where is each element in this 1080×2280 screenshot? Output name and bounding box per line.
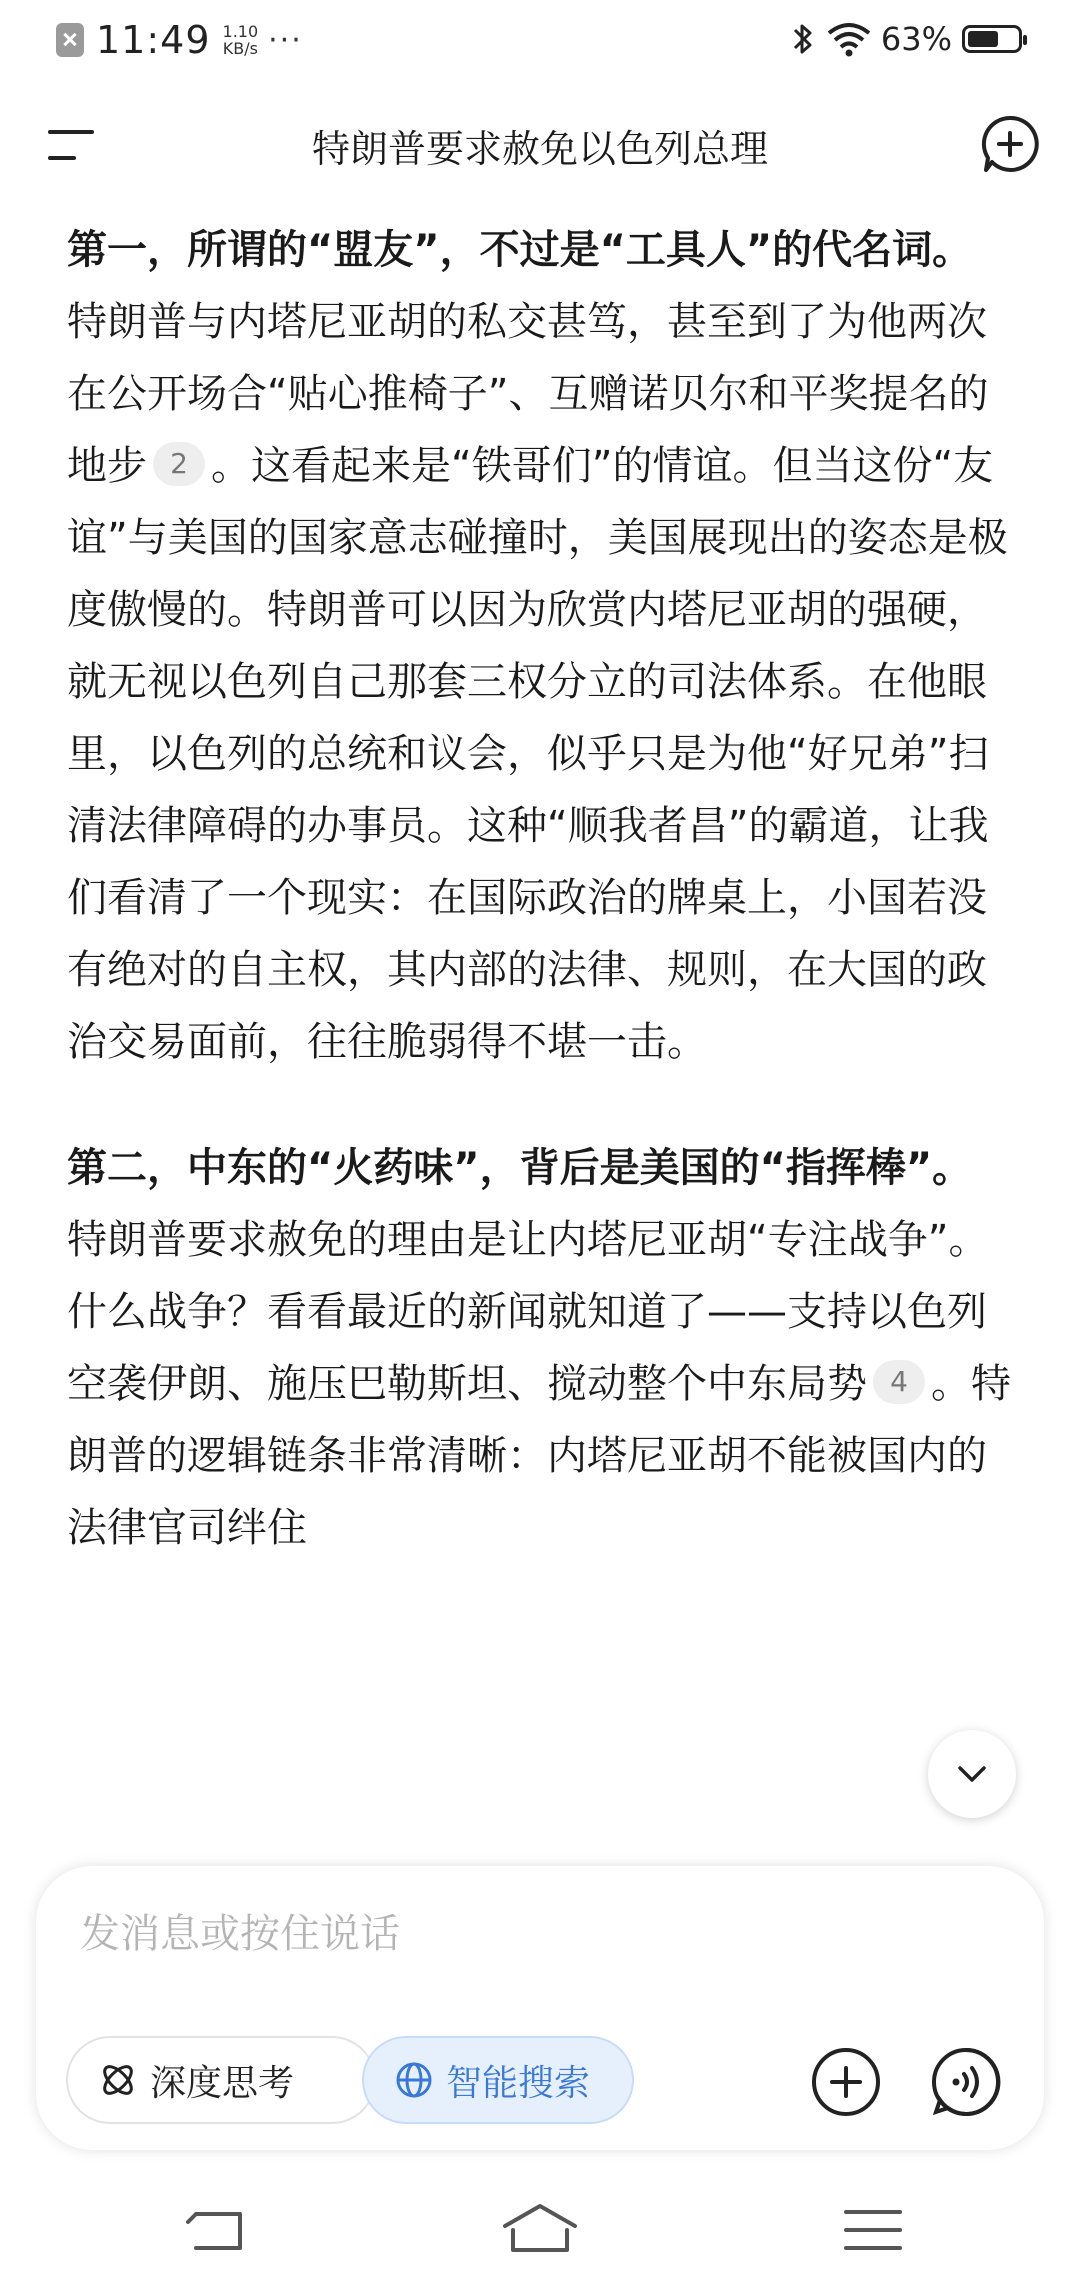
- message-composer: [36, 1866, 1044, 2150]
- status-bar: [0, 0, 1080, 84]
- chat-response: [67, 214, 1017, 1618]
- wifi-icon: [827, 21, 871, 57]
- back-icon[interactable]: [172, 2200, 262, 2260]
- smart-search-label: 智能搜索: [446, 2062, 591, 2104]
- conversation-title[interactable]: 特朗普要求赦免以色列总理: [311, 127, 768, 171]
- add-attachment-button[interactable]: [810, 2046, 882, 2118]
- globe-icon: [394, 2060, 434, 2100]
- more-notifications-icon: ···: [268, 22, 303, 58]
- content-fade: [0, 1730, 1080, 1880]
- paragraph-text: 。这看起来是“铁哥们”的情谊。但当这份“友谊”与美国的国家意志碰撞时，美国展现出的姿态是极度傲慢的。特朗普可以因为欣赏内塔尼亚胡的强硬，就无视以色列自己那套三权分立的司法体系。在他眼里，以色列的总统和议会，似乎只是为他“好兄弟”扫清法律障碍的办事员。这种“顺我者昌”的霸道，让我们看清了一个现实：在国际政治的牌桌上，小国若没有绝对的自主权，其内部的法律、规则，在大国的政治交易面前，往往脆弱得不堪一击。: [67, 443, 1008, 1065]
- battery-fill: [968, 31, 998, 47]
- response-section-1: [67, 214, 1017, 1078]
- home-icon[interactable]: [495, 2200, 585, 2260]
- network-speed-unit: KB/s: [222, 39, 258, 58]
- scroll-to-bottom-button[interactable]: [928, 1730, 1016, 1818]
- chat-header: [0, 100, 1080, 190]
- response-section-2: [67, 1132, 1017, 1564]
- new-chat-icon[interactable]: [978, 112, 1042, 176]
- network-speed-value: 1.10: [222, 22, 259, 41]
- system-navigation-bar: [0, 2180, 1080, 2280]
- citation-badge[interactable]: 2: [153, 442, 205, 486]
- deep-think-label: 深度思考: [150, 2062, 295, 2104]
- message-input[interactable]: 发消息或按住说话: [80, 1911, 400, 1957]
- section-paragraph: [67, 1204, 1017, 1564]
- network-speed: [223, 23, 259, 57]
- recents-icon[interactable]: [828, 2200, 918, 2260]
- paragraph-text: 特朗普与内塔尼亚胡的私交甚笃，甚至到了为他两次在公开场合“贴心推椅子”、互赠诺贝尔和平奖提名的地步: [67, 299, 989, 489]
- deep-think-button[interactable]: [66, 2036, 376, 2124]
- paragraph-text: 特朗普要求赦免的理由是让内塔尼亚胡“专注战争”。什么战争？看看最近的新闻就知道了——支持以色列空袭伊朗、施压巴勒斯坦、搅动整个中东局势: [67, 1217, 989, 1407]
- deep-think-icon: [98, 2060, 138, 2100]
- bluetooth-icon: [791, 21, 815, 57]
- section-heading: 第二，中东的“火药味”，背后是美国的“指挥棒”。: [67, 1145, 973, 1191]
- paragraph-text: 。特朗普的逻辑链条非常清晰：内塔尼亚胡不能被国内的法律官司绊住: [67, 1361, 1011, 1551]
- battery-icon: [962, 25, 1022, 53]
- citation-badge[interactable]: 4: [873, 1360, 925, 1404]
- close-notification-icon: [56, 23, 84, 57]
- section-heading: 第一，所谓的“盟友”，不过是“工具人”的代名词。: [67, 227, 973, 273]
- voice-call-button[interactable]: [930, 2046, 1002, 2118]
- smart-search-button[interactable]: [362, 2036, 634, 2124]
- menu-icon[interactable]: [46, 124, 100, 168]
- battery-percent: 63%: [880, 20, 952, 58]
- status-time: 11:49: [96, 18, 211, 62]
- chevron-down-icon: [954, 1762, 990, 1786]
- section-paragraph: [67, 286, 1017, 1078]
